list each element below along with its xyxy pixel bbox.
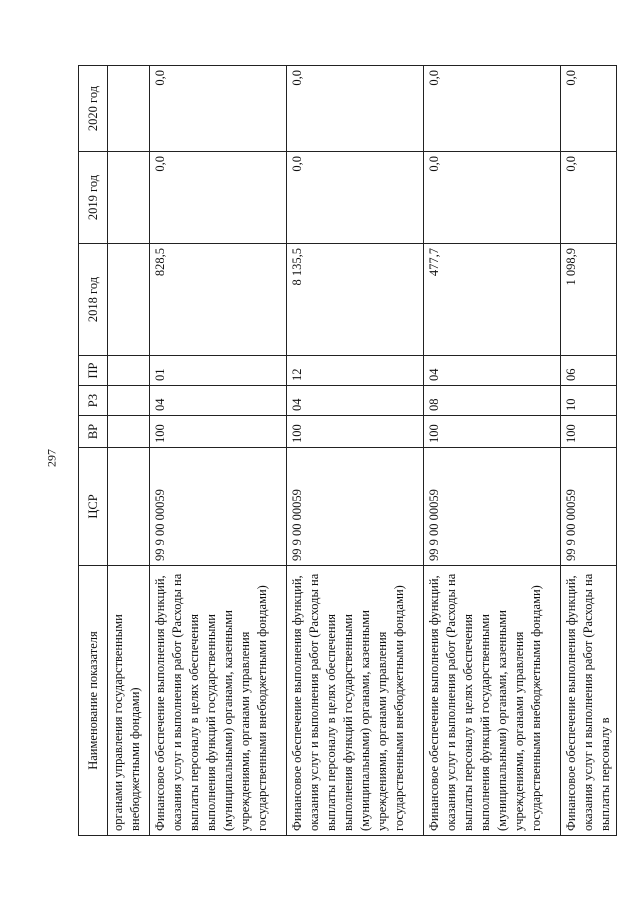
header-2020: 2020 год (79, 66, 108, 152)
value-2018: 8 135,5 (287, 244, 424, 356)
value-2018: 1 098,9 (561, 244, 617, 356)
empty-cell (108, 356, 150, 386)
empty-cell (108, 152, 150, 244)
rotated-table-container (78, 66, 612, 836)
table-row (424, 66, 561, 836)
rz-code: 04 (287, 386, 424, 416)
value-2019: 0,0 (150, 152, 287, 244)
table-row (561, 66, 617, 836)
rz-code: 10 (561, 386, 617, 416)
header-pr: ПР (79, 356, 108, 386)
pr-code: 06 (561, 356, 617, 386)
csr-code: 99 9 00 00059 (150, 448, 287, 566)
empty-cell (108, 448, 150, 566)
empty-cell (108, 416, 150, 448)
pr-code: 01 (150, 356, 287, 386)
indicator-name: Финансовое обеспечение выполнения функций, оказания услуг и выполнения работ (Расходы на выплаты персоналу в (561, 566, 617, 836)
header-csr: ЦСР (79, 448, 108, 566)
continuation-cell: органами управления государственными внебюджетными фондами) (108, 566, 150, 836)
pr-code: 04 (424, 356, 561, 386)
value-2019: 0,0 (424, 152, 561, 244)
header-rz: РЗ (79, 386, 108, 416)
rz-code: 08 (424, 386, 561, 416)
csr-code: 99 9 00 00059 (424, 448, 561, 566)
indicator-name: Финансовое обеспечение выполнения функций, оказания услуг и выполнения работ (Расходы на выплаты персоналу в целях обеспечения выполнения функций государственными (муниципальными) органами, казенными учреждениями, органами управления государственными внебюджетными фондами) (150, 566, 287, 836)
header-2019: 2019 год (79, 152, 108, 244)
table-header-row (79, 66, 108, 836)
vr-code: 100 (424, 416, 561, 448)
table-row-continuation (108, 66, 150, 836)
empty-cell (108, 66, 150, 152)
value-2020: 0,0 (287, 66, 424, 152)
value-2018: 828,5 (150, 244, 287, 356)
header-vr: ВР (79, 416, 108, 448)
table-row (287, 66, 424, 836)
indicator-name: Финансовое обеспечение выполнения функций, оказания услуг и выполнения работ (Расходы на выплаты персоналу в целях обеспечения выполнения функций государственными (муниципальными) органами, казенными учреждениями, органами управления государственными внебюджетными фондами) (287, 566, 424, 836)
pr-code: 12 (287, 356, 424, 386)
table-row (150, 66, 287, 836)
vr-code: 100 (150, 416, 287, 448)
indicator-name: Финансовое обеспечение выполнения функций, оказания услуг и выполнения работ (Расходы на выплаты персоналу в целях обеспечения выполнения функций государственными (муниципальными) органами, казенными учреждениями, органами управления государственными внебюджетными фондами) (424, 566, 561, 836)
csr-code: 99 9 00 00059 (287, 448, 424, 566)
vr-code: 100 (561, 416, 617, 448)
vr-code: 100 (287, 416, 424, 448)
value-2019: 0,0 (561, 152, 617, 244)
csr-code: 99 9 00 00059 (561, 448, 617, 566)
value-2019: 0,0 (287, 152, 424, 244)
value-2020: 0,0 (150, 66, 287, 152)
page-number: 297 (44, 449, 59, 467)
value-2018: 477,7 (424, 244, 561, 356)
value-2020: 0,0 (424, 66, 561, 152)
budget-table (78, 65, 617, 836)
empty-cell (108, 386, 150, 416)
value-2020: 0,0 (561, 66, 617, 152)
header-indicator-name: Наименование показателя (79, 566, 108, 836)
rz-code: 04 (150, 386, 287, 416)
header-2018: 2018 год (79, 244, 108, 356)
empty-cell (108, 244, 150, 356)
